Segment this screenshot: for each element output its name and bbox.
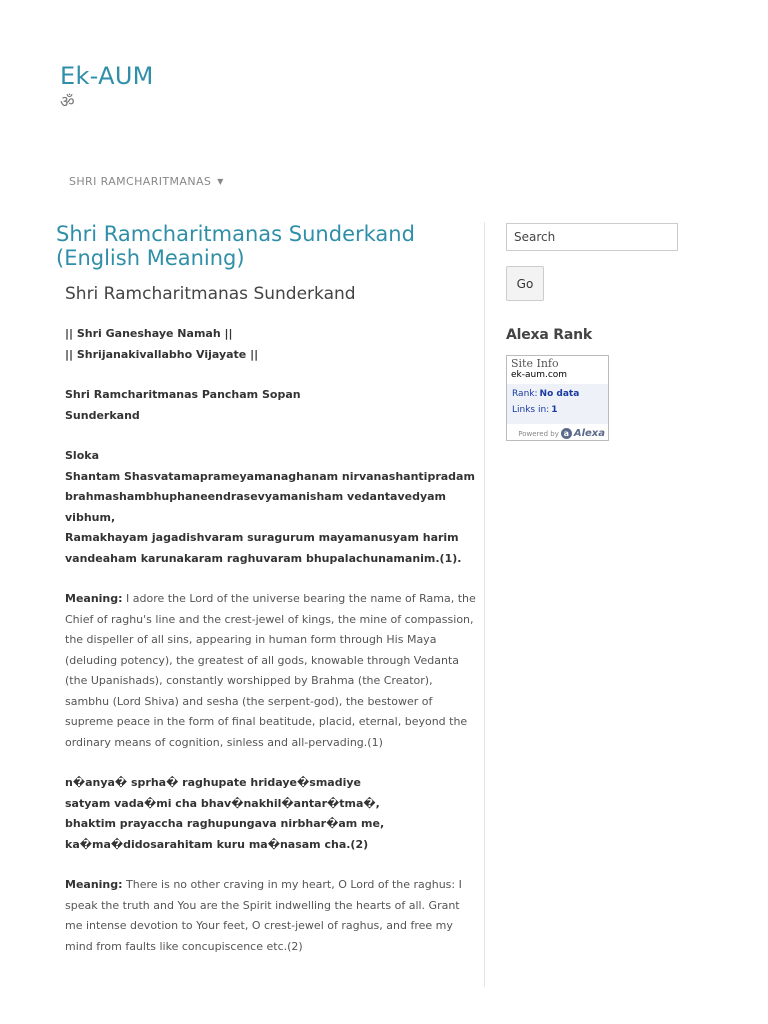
sloka-1 <box>65 446 476 569</box>
site-tagline: ॐ <box>60 92 75 111</box>
alexa-links-value: 1 <box>551 405 558 415</box>
sloka-line: Ramakhayam jagadishvaram suragurum mayamanusyam harim <box>65 531 459 544</box>
meaning-1 <box>65 589 476 753</box>
alexa-brand: Alexa <box>573 428 605 439</box>
alexa-domain: ek-aum.com <box>511 370 568 380</box>
nav-menu-label: SHRI RAMCHARITMANAS <box>69 175 212 188</box>
column-divider <box>484 222 485 987</box>
alexa-logo-icon: a <box>561 428 572 439</box>
sloka-2 <box>65 773 476 855</box>
alexa-rank-value: No data <box>539 389 580 399</box>
sopan-line: Shri Ramcharitmanas Pancham Sopan <box>65 388 301 401</box>
sloka-line: n�anya� sprha� raghupate hridaye�smadiye <box>65 776 361 789</box>
alexa-powered-by: Powered by <box>518 429 559 438</box>
alexa-header <box>507 356 608 384</box>
invocation <box>65 324 476 365</box>
meaning-text: I adore the Lord of the universe bearing the name of Rama, the Chief of raghu's line and the crest-jewel of kings, the mine of compassion, the dispeller of all sins, appearing in human form through His Maya (deluding potency), the greatest of all gods, knowable through Vedanta (the Upanishads), constantly worshipped by Brahma (the Creator), sambhu (Lord Shiva) and sesha (the serpent-god), the bestower of supreme peace in the form of final beatitude, placid, eternal, beyond the ordinary means of cognition, sinless and all-pervading.(1) <box>65 592 476 749</box>
page-title: Shri Ramcharitmanas Sunderkand (English Meaning) <box>56 222 415 270</box>
sopan-line: Sunderkand <box>65 408 140 422</box>
meaning-label: Meaning: <box>65 878 123 891</box>
article-heading: Shri Ramcharitmanas Sunderkand <box>65 284 356 304</box>
go-button[interactable]: Go <box>506 266 544 301</box>
article-body <box>65 324 476 957</box>
alexa-footer <box>518 428 605 439</box>
alexa-site-info: Site Info <box>511 357 559 370</box>
alexa-links-label: Links in: <box>512 405 550 415</box>
invocation-line: || Shrijanakivallabho Vijayate || <box>65 347 259 361</box>
alexa-rank-row <box>512 386 603 402</box>
meaning-label: Meaning: <box>65 592 123 605</box>
alexa-rank-label: Rank: <box>512 389 538 399</box>
meaning-text: There is no other craving in my heart, O Lord of the raghus: I speak the truth and You are the Spirit indwelling the hearts of all. Grant me intense devotion to Your feet, O crest-jewel of raghus, and free my mind from faults like concupiscence etc.(2) <box>65 878 462 953</box>
sloka-label: Sloka <box>65 449 99 462</box>
sloka-line: vandeaham karunakaram raghuvaram bhupalachunamanim.(1). <box>65 551 462 565</box>
sopan <box>65 385 476 426</box>
sloka-line: Shantam Shasvatamaprameyamanaghanam nirvanashantipradam <box>65 469 475 483</box>
alexa-stats <box>507 384 608 424</box>
sidebar <box>506 223 686 441</box>
alexa-rank-title: Alexa Rank <box>506 327 592 343</box>
site-title-link[interactable]: Ek-AUM <box>60 62 154 90</box>
invocation-line: || Shri Ganeshaye Namah || <box>65 327 233 340</box>
alexa-links-row <box>512 402 603 418</box>
main-content <box>56 222 476 977</box>
search-input[interactable] <box>506 223 678 251</box>
sloka-line: satyam vada�mi cha bhav�nakhil�antar�tma�, <box>65 796 380 810</box>
sloka-line: bhaktim prayaccha raghupungava nirbhar�am me, <box>65 817 385 830</box>
sloka-line: ka�ma�didosarahitam kuru ma�nasam cha.(2) <box>65 837 369 851</box>
sloka-line: brahmashambhuphaneendrasevyamanisham vedantavedyam vibhum, <box>65 490 447 524</box>
nav-menu-item[interactable] <box>69 175 224 188</box>
meaning-2 <box>65 875 476 957</box>
chevron-down-icon: ▼ <box>217 177 224 186</box>
alexa-widget[interactable] <box>506 355 609 441</box>
